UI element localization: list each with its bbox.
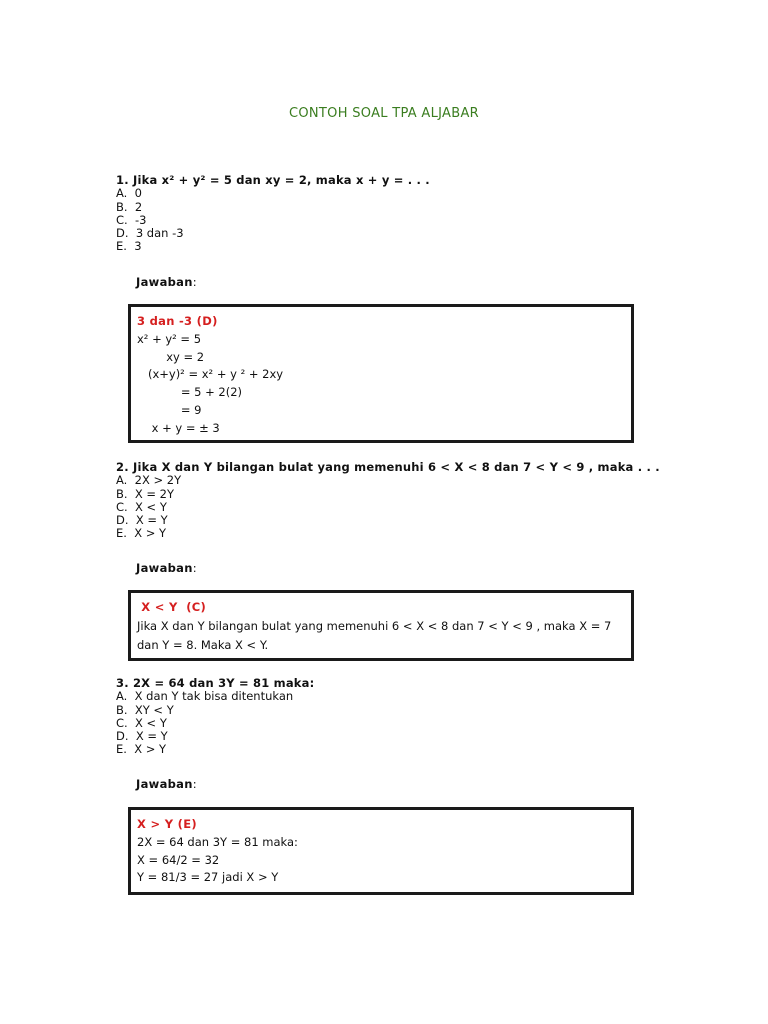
jawaban-text: Jawaban (136, 777, 193, 791)
question-2-stem: 2. Jika X dan Y bilangan bulat yang memenuhi 6 < X < 8 dan 7 < Y < 9 , maka . . . (116, 460, 660, 474)
question-3-jawaban-label (136, 777, 197, 791)
question-1-option-c: C. -3 (116, 212, 147, 227)
question-2-answer-title: X < Y (C) (137, 600, 207, 614)
question-1-answer-box (128, 304, 634, 443)
question-1-stem: 1. Jika x² + y² = 5 dan xy = 2, maka x + y = . . . (116, 173, 430, 187)
question-2-option-d: D. X = Y (116, 513, 168, 528)
question-3-answer-line: X = 64/2 = 32 (137, 852, 220, 867)
question-2-answer-text: Jika X dan Y bilangan bulat yang memenuhi 6 < X < 8 dan 7 < Y < 9 , maka X = 7 dan Y = 8. Maka X < Y. (137, 618, 612, 652)
question-1-answer-line: x + y = ± 3 (137, 420, 220, 435)
question-2-answer-box (128, 590, 634, 661)
jawaban-text: Jawaban (136, 275, 193, 289)
question-1-answer-line: xy = 2 (137, 349, 205, 364)
question-3-answer-line: Y = 81/3 = 27 jadi X > Y (137, 870, 279, 885)
question-2 (116, 461, 660, 541)
question-1-option-e: E. 3 (116, 239, 142, 254)
jawaban-colon: : (192, 777, 197, 791)
jawaban-text: Jawaban (136, 561, 193, 575)
question-3-answer-line: 2X = 64 dan 3Y = 81 maka: (137, 834, 298, 849)
question-2-option-c: C. X < Y (116, 499, 167, 514)
question-1-answer-line: = 9 (137, 402, 202, 417)
jawaban-colon: : (192, 275, 197, 289)
page-title: CONTOH SOAL TPA ALJABAR (289, 106, 479, 121)
question-3-answer-box (128, 807, 634, 895)
question-3-option-c: C. X < Y (116, 715, 167, 730)
question-2-option-b: B. X = 2Y (116, 486, 175, 501)
question-3-option-d: D. X = Y (116, 729, 168, 744)
question-3-answer-title: X > Y (E) (137, 817, 197, 831)
question-1-answer-title: 3 dan -3 (D) (137, 314, 218, 328)
question-1-jawaban-label (136, 275, 197, 289)
question-2-jawaban-label (136, 561, 197, 575)
question-2-option-e: E. X > Y (116, 526, 167, 541)
question-1-option-d: D. 3 dan -3 (116, 226, 184, 241)
question-1-answer-line: x² + y² = 5 (137, 331, 202, 346)
question-2-option-a: A. 2X > 2Y (116, 473, 182, 488)
jawaban-colon: : (192, 561, 197, 575)
question-1-option-a: A. 0 (116, 186, 142, 201)
question-3-option-a: A. X dan Y tak bisa ditentukan (116, 689, 294, 704)
question-3-stem: 3. 2X = 64 dan 3Y = 81 maka: (116, 676, 315, 690)
question-1-answer-line: = 5 + 2(2) (137, 385, 243, 400)
question-1-option-b: B. 2 (116, 199, 143, 214)
question-1 (116, 174, 430, 254)
question-1-answer-line: (x+y)² = x² + y ² + 2xy (137, 367, 284, 382)
question-3-option-b: B. XY < Y (116, 702, 174, 717)
question-3 (116, 677, 314, 757)
question-3-option-e: E. X > Y (116, 742, 167, 757)
